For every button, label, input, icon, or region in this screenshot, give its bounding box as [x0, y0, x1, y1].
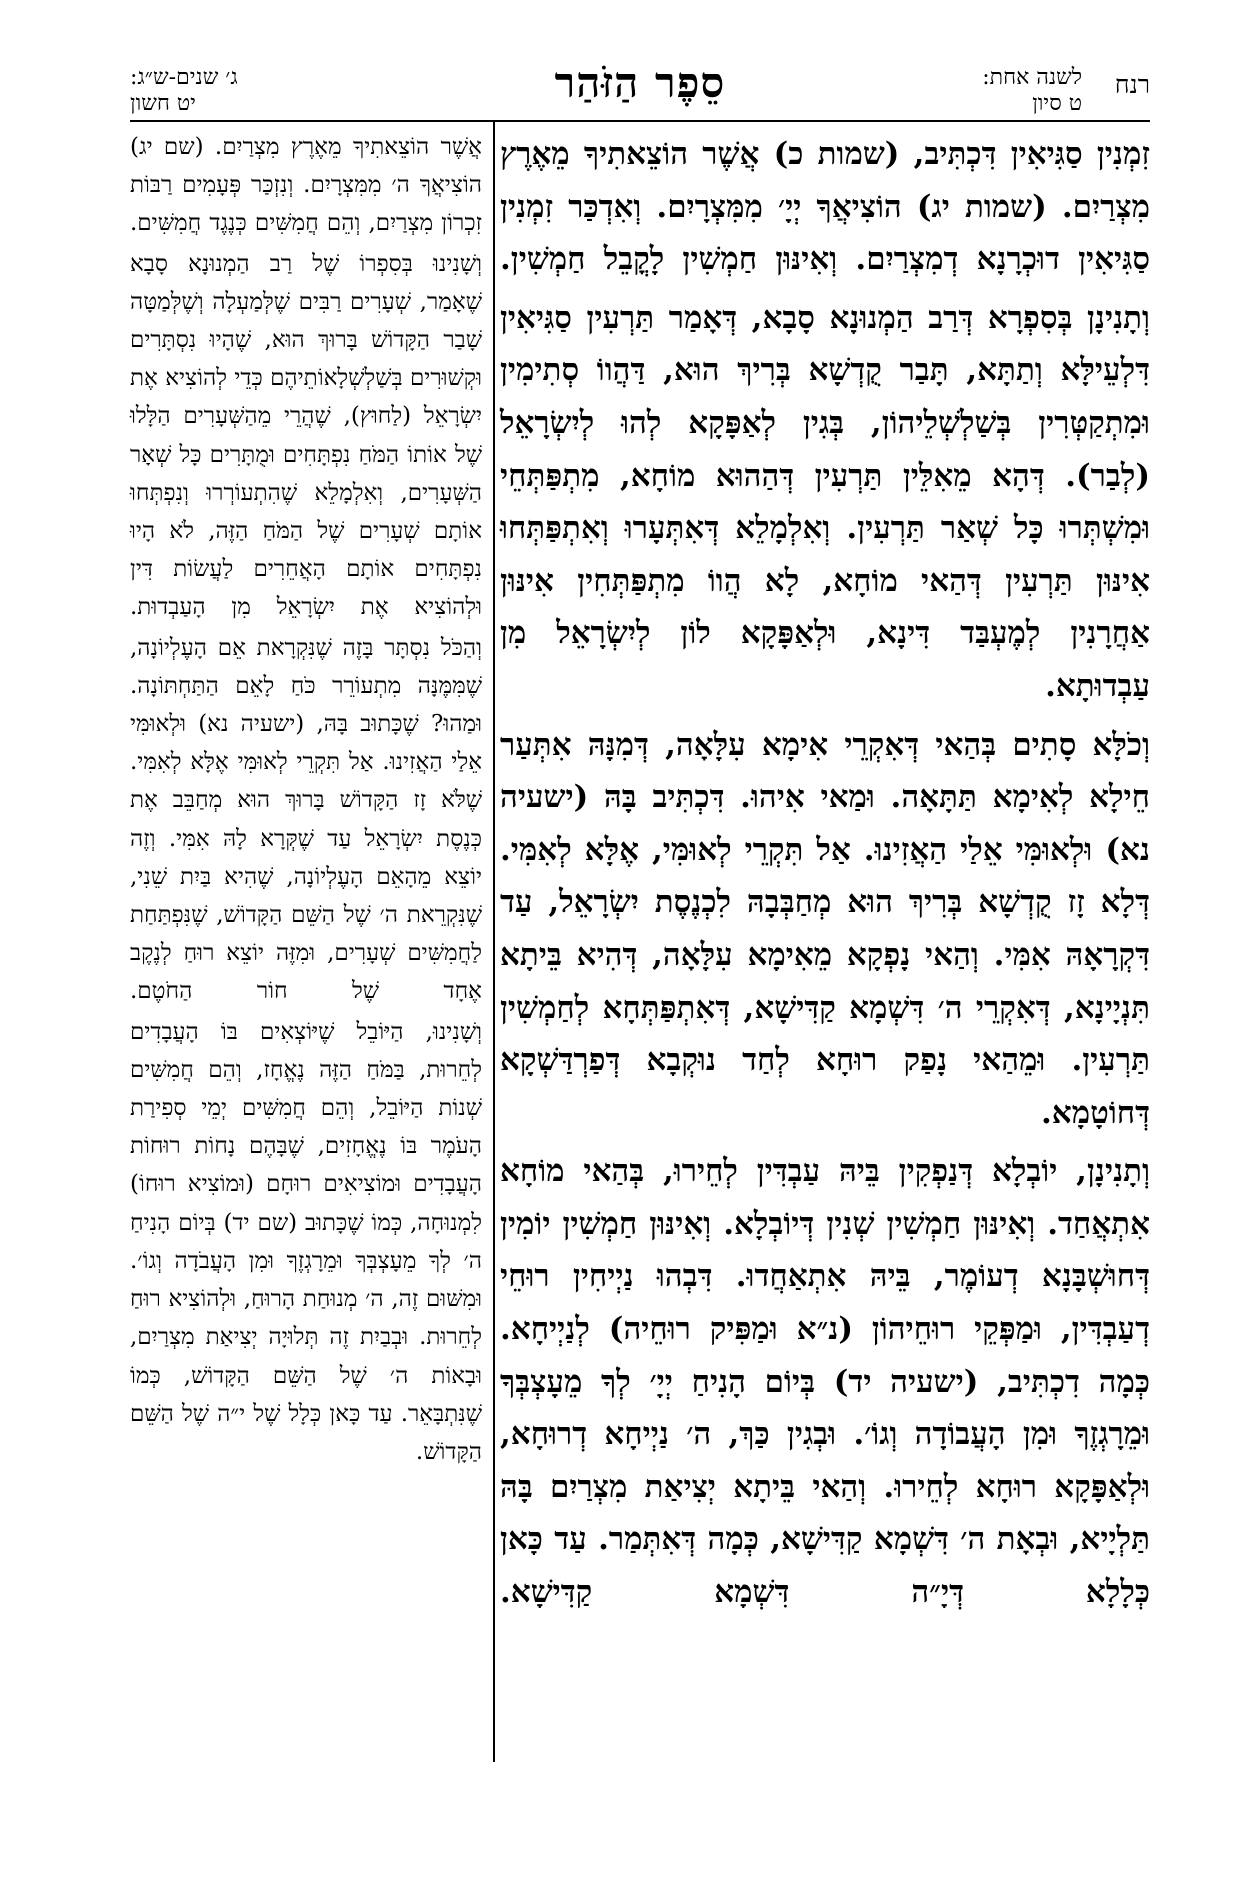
three-year-schedule-date: יט חשון	[130, 91, 196, 116]
main-paragraph: וְכֹלָּא סָתִים בְּהַאי דְּאִקְרֵי אִימָא עִלָּאָה, דְּמִנָּהּ אִתְּעַר חֵילָא לְאִימָא תַּתָּאָה. וּמַאי אִיהוּ. דִּכְתִּיב בָּהּ (ישעיה נא) וּלְאוּמִּי אֵלַי הַאֲזִינוּ. אַל תִּקְרֵי לְאוּמִּי, אֶלָּא לְאִמִּי. דְּלָא זָז קֻדְשָׁא בְּרִיךְ הוּא מְחַבְּבָהּ לִכְנֶסֶת יִשְׂרָאֵל, עַד דִּקְרָאָהּ אִמִּי. וְהַאי נָפְקָא מֵאִימָא עִלָּאָה, דְּהִיא בֵּיתָא תִּנְיָינָא, דְּאִקְרֵי ה׳ דִּשְׁמָא קַדִּישָׁא, דְּאִתְפַּתְּחָא לְחַמְשִׁין תַּרְעִין. וּמֵהַאי נָפַק רוּחָא לְחַד נוּקְבָא דְּפַרְדַּשְׁקָא דְּחוֹטָמָא.	[500, 726, 1150, 1131]
page-title: סֵפֶר הַזֹּהַר	[554, 58, 726, 107]
hebrew-translation-column	[130, 128, 482, 1471]
translation-paragraph: וְשָׁנִינוּ בְּסִפְרוֹ שֶׁל רַב הַמְנוּנָא סָבָא שֶׁאָמַר, שְׁעָרִים רַבִּים שֶׁלְּמַעְלָה וְשֶׁלְּמַטָּה שָׁבַר הַקָּדוֹשׁ בָּרוּךְ הוּא, שֶׁהָיוּ נִסְתָּרִים וּקְשׁוּרִים בְּשַׁלְשְׁלָאוֹתֵיהֶם כְּדֵי לְהוֹצִיא אֶת יִשְׂרָאֵל (לַחוּץ), שֶׁהֲרֵי מֵהַשְּׁעָרִים הַלָּלוּ שֶׁל אוֹתוֹ הַמֹּחַ נִפְתָּחִים וּמֻתָּרִים כָּל שְׁאָר הַשְּׁעָרִים, וְאִלְמָלֵא שֶׁהִתְעוֹרְרוּ וְנִפְתְּחוּ אוֹתָם שְׁעָרִים שֶׁל הַמֹּחַ הַזֶּה, לֹא הָיוּ נִפְתָּחִים אוֹתָם הָאֲחֵרִים לַעֲשׂוֹת דִּין וּלְהוֹצִיא אֶת יִשְׂרָאֵל מִן הָעַבְדוּת.	[130, 250, 482, 621]
main-paragraph: וְתָנִינָן בְּסִפְרָא דְּרַב הַמְנוּנָא סָבָא, דְּאָמַר תַּרְעִין סַגִּיאִין דִּלְעֵילָּא וְתַתָּא, תָּבַר קֻדְשָׁא בְּרִיךְ הוּא, דַּהֲווֹ סְתִימִין וּמִתְקַטְּרִין בְּשַׁלְשְׁלֵיהוֹן, בְּגִין לְאַפָּקָא לְהוּ לְיִשְׂרָאֵל (לְבַר). דְּהָא מֵאִלֵּין תַּרְעִין דְּהַהוּא מוֹחָא, מִתְפַּתְּחֵי וּמִשְׁתְּרוּ כָּל שְׁאַר תַּרְעִין. וְאִלְמָלֵא דְּאִתְּעָרוּ וְאִתְפַּתְּחוּ אִינּוּן תַּרְעִין דְּהַאי מוֹחָא, לָא הֲווֹ מִתְפַּתְּחִין אִינּוּן אַחֲרָנִין לְמֶעְבַּד דִּינָא, וּלְאַפָּקָא לוֹן לְיִשְׂרָאֵל מִן עַבְדוּתָא.	[500, 299, 1150, 704]
translation-paragraph: וְהַכֹּל נִסְתָּר בָּזֶה שֶׁנִּקְרָאת אֵם הָעֶלְיוֹנָה, שֶׁמִּמֶּנָּה מִתְעוֹרֵר כֹּחַ לָאֵם הַתַּחְתּוֹנָה. וּמַהוּ? שֶׁכָּתוּב בָּהּ, (ישעיה נא) וּלְאוּמִּי אֵלַי הַאֲזִינוּ. אַל תִּקְרֵי לְאוּמִּי אֶלָּא לְאִמִּי. שֶׁלֹּא זָז הַקָּדוֹשׁ בָּרוּךְ הוּא מְחַבֵּב אֶת כְּנֶסֶת יִשְׂרָאֵל עַד שֶׁקְּרָא לָהּ אִמִּי. וְזֶה יוֹצֵא מֵהָאֵם הָעֶלְיוֹנָה, שֶׁהִיא בַּיִת שֵׁנִי, שֶׁנִּקְרֵאת ה׳ שֶׁל הַשֵּׁם הַקָּדוֹשׁ, שֶׁנִּפְתַּחַת לַחֲמִשִּׁים שְׁעָרִים, וּמִזֶּה יוֹצֵא רוּחַ לְנֶקֶב אֶחָד שֶׁל חוֹר הַחֹטֶם.	[130, 634, 482, 1005]
three-year-schedule-label: ג׳ שנים-ש״ג:	[130, 65, 238, 90]
aramaic-main-column	[500, 128, 1150, 1619]
column-divider	[493, 122, 495, 1762]
translation-paragraph: אֲשֶׁר הוֹצֵאתִיךָ מֵאֶרֶץ מִצְרַיִם. (שם יג) הוֹצִיאֲךָ ה׳ מִמִּצְרָיִם. וְנִזְכַּר פְּעָמִים רַבּוֹת זִכְרוֹן מִצְרַיִם, וְהֵם חֲמִשִּׁים כְּנֶגֶד חֲמִשִּׁים.	[130, 134, 482, 237]
page-number: רנח	[1114, 70, 1150, 99]
translation-paragraph: וְשָׁנִינוּ, הַיּוֹבֵל שֶׁיּוֹצְאִים בּוֹ הָעֲבָדִים לְחֵרוּת, בַּמֹּחַ הַזֶּה נֶאֱחָז, וְהֵם חֲמִשִּׁים שְׁנוֹת הַיּוֹבֵל, וְהֵם חֲמִשִּׁים יְמֵי סְפִירַת הָעֹמֶר בּוֹ נֶאֱחָזִים, שֶׁבָּהֶם נָחוֹת רוּחוֹת הָעֲבָדִים וּמוֹצִיאִים רוּחָם (וּמוֹצִיא רוּחוֹ) לִמְנוּחָה, כְּמוֹ שֶׁכָּתוּב (שם יד) בְּיוֹם הָנִיחַ ה׳ לְךָ מֵעָצְבְּךָ וּמֵרָגְזֶךָ וּמִן הָעֲבֹדָה וְגוֹ׳. וּמִשּׁוּם זֶה, ה׳ מְנוּחַת הָרוּחַ, וּלְהוֹצִיא רוּחַ לְחֵרוּת. וּבְבַיִת זֶה תְּלוּיָה יְצִיאַת מִצְרַיִם, וּבָאוֹת ה׳ שֶׁל הַשֵּׁם הַקָּדוֹשׁ, כְּמוֹ שֶׁנִּתְבָּאֵר. עַד כָּאן כְּלָל שֶׁל י״ה שֶׁל הַשֵּׁם הַקָּדוֹשׁ.	[130, 1018, 482, 1465]
yearly-schedule-date: ט סיון	[1032, 91, 1082, 116]
main-paragraph: וְתָנִינָן, יוֹבְלָא דְּנַפְקִין בֵּיהּ עַבְדִּין לְחֵירוּ, בְּהַאי מוֹחָא אִתְאֲחַד. וְאִינּוּן חַמְשִׁין שְׁנִין דְּיוֹבְלָא. וְאִינּוּן חַמְשִׁין יוֹמִין דְּחוּשְׁבָּנָא דְעוֹמֶר, בֵּיהּ אִתְאַחֲדוּ. דִּבְהוּ נַיְיחִין רוּחֵי דְעַבְדִּין, וּמַפְּקֵי רוּחֵיהוֹן (נ״א וּמַפִּיק רוּחֵיה) לְנַיְיחָא. כְּמָה דִכְתִּיב, (ישעיה יד) בְּיוֹם הָנִיחַ יְיָ׳ לְךָ מֵעָצְבְּךָ וּמֵרָגְזֶךָ וּמִן הָעֲבוֹדָה וְגוֹ׳. וּבְגִין כַּךְ, ה׳ נַיְיחָא דְרוּחָא, וּלְאַפָּקָא רוּחָא לְחֵירוּ. וְהַאי בֵּיתָא יְצִיאַת מִצְרַיִם בָּהּ תַּלְיָיא, וּבְאָת ה׳ דִּשְׁמָא קַדִּישָׁא, כְּמָה דְּאִתְּמַר. עַד כָּאן כְּלָלָא דְּיָ״ה דִּשְׁמָא קַדִּישָׁא.	[500, 1153, 1150, 1611]
page-header	[130, 56, 1150, 118]
main-paragraph: זִמְנִין סַגִּיאִין דִּכְתִּיב, (שמות כ) אֲשֶׁר הוֹצֵאתִיךָ מֵאֶרֶץ מִצְרַיִם. (שמות יג) הוֹצִיאֲךָ יְיָ׳ מִמִּצְרָיִם. וְאִדְכַּר זִמְנִין סַגִּיאִין דוּכְרָנָא דְמִצְרַיִם. וְאִינּוּן חַמְשִׁין לָקֳבֵל חַמְשִׁין.	[500, 136, 1150, 278]
yearly-schedule-label: לשנה אחת:	[982, 65, 1082, 90]
header-rule	[130, 120, 1150, 122]
